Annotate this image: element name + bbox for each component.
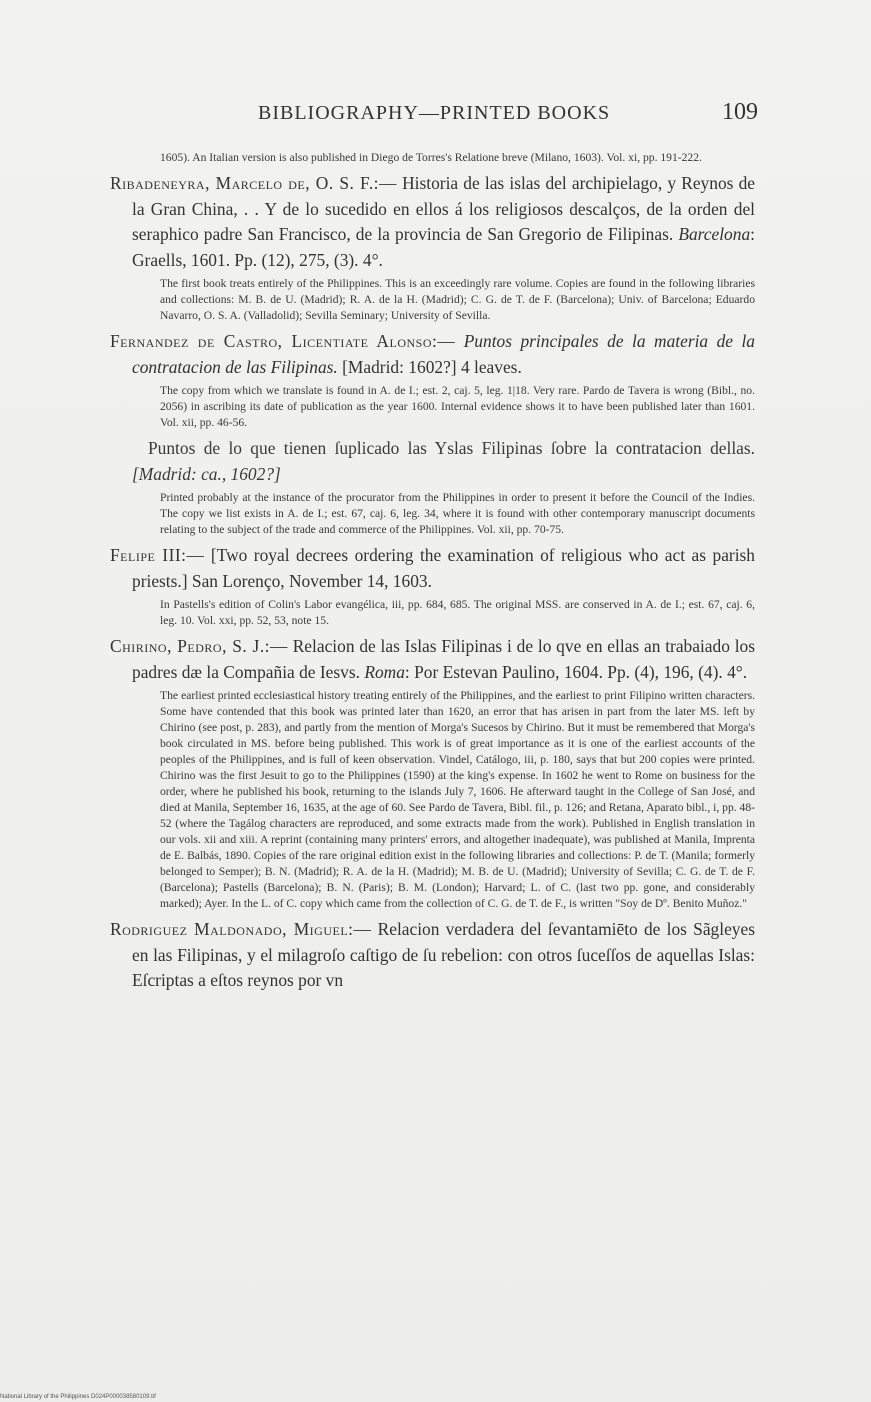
entry-author: Ribadeneyra, Marcelo de, O. S. F.:— (110, 173, 397, 193)
entry-title: Relacion de las Islas Filipinas i de lo qve en ellas an trabaiado los padres dæ la Compañia de Iesvs. (132, 636, 755, 682)
entry-title: Puntos principales de la materia de la contratacion de las Filipinas. (132, 331, 755, 377)
running-title: BIBLIOGRAPHY—PRINTED BOOKS (258, 102, 611, 124)
entry-note: The earliest printed ecclesiastical history treating entirely of the Philippines, and the earliest to print Filipino written characters. Some have contended that this book was printed later than 1620, an error that has arisen in part from the later MS. left by Chirino (see post, p. 283), and partly from the mention of Morga's Sucesos by Chirino. But it must be remembered that Morga's book circulated in MS. before being published. This work is of great importance as it is one of the earliest accounts of the peoples of the Philippines, and is full of keen observation. Vindel, Catálogo, iii, p. 180, says that but 200 copies were printed. Chirino was the first Jesuit to go to the Philippines (1590) at the king's expense. In 1602 he went to Rome on business for the order, where he published his book, returning to the islands July 7, 1606. He afterward taught in the College of San José, and died at Manila, September 16, 1635, at the age of 60. See Pardo de Tavera, Bibl. fil., p. 126; and Retana, Aparato bibl., i, pp. 48-52 (where the Tagálog characters are reproduced, and some extracts made from the work). Published in English translation in our vols. xii and xiii. A reprint (containing many printers' errors, and altogether inadequate), was published at Manila, Imprenta de E. Balbás, 1890. Copies of the rare original edition exist in the following libraries and collections: P. de T. (Manila; formerly belonged to Semper); B. N. (Madrid); R. A. de la H. (Madrid); M. B. de U. (Madrid); University of Sevilla; C. G. de T. de F. (Barcelona); Pastells (Barcelona); B. N. (Paris); B. M. (London); Harvard; L. of C. (last two pp. gone, and considerably marked); Ayer. In the L. of C. copy which came from the collection of C. G. de T. de F., is written "Soy de Dº. Benito Muñoz." (160, 689, 755, 910)
page-body (110, 150, 755, 994)
entry-imprint: San Lorenço, November 14, 1603. (191, 570, 432, 591)
bib-entry-rodriguez-maldonado (110, 917, 755, 994)
entry-author: Chirino, Pedro, S. J.:— (110, 636, 288, 656)
entry-note: The copy from which we translate is found in A. de I.; est. 2, caj. 5, leg. 1|18. Very rare. Pardo de Tavera is wrong (Bibl., no. 2056) in ascribing its date of publication as the year 1600. Internal evidence shows it to have been published later than 1601. Vol. xii, pp. 46-56. (160, 384, 755, 429)
scan-footer: National Library of the Philippines D024P000038580109.tif (0, 1394, 156, 1400)
entry-author: Rodriguez Maldonado, Miguel:— (110, 919, 372, 939)
entry-imprint: : Por Estevan Paulino, 1604. Pp. (4), 196, (4). 4°. (404, 661, 748, 682)
bib-entry-puntos (110, 436, 755, 487)
bib-entry-fernandez-de-castro (110, 329, 755, 380)
entry-note: Printed probably at the instance of the procurator from the Philippines in order to present it before the Council of the Indies. The copy we list exists in A. de I.; est. 67, caj. 6, leg. 34, where it is found with other contemporary manuscript documents relating to the subject of the trade and commerce of the Philippines. Vol. xii, pp. 70-75. (160, 491, 755, 536)
bib-entry-ribadeneyra (110, 171, 755, 273)
entry-title: Relacion verdadera del ſevantamiēto de los Sãgleyes en las Filipinas, y el milagroſo caſtigo de ſu rebelion: con otros ſuceſſos de aquellas Islas: Eſcriptas a eſtos reynos por vn (132, 919, 755, 990)
entry-note: The first book treats entirely of the Philippines. This is an exceedingly rare volume. Copies are found in the following libraries and collections: M. B. de U. (Madrid); R. A. de la H. (Madrid); C. G. de T. de F. (Barcelona); Univ. of Barcelona; Eduardo Navarro, O. S. A. (Valladolid); Sevilla Seminary; University of Sevilla. (160, 277, 755, 322)
continuation-note: 1605). An Italian version is also published in Diego de Torres's Relatione breve (Milano, 1603). Vol. xi, pp. 191-222. (160, 151, 702, 164)
entry-imprint: [Madrid: 1602?] 4 leaves. (342, 356, 522, 377)
page-number: 109 (722, 99, 758, 125)
entry-place: Roma (364, 661, 405, 682)
entry-note: In Pastells's edition of Colin's Labor evangélica, iii, pp. 684, 685. The original MSS. are conserved in A. de I.; est. 67, caj. 6, leg. 10. Vol. xxi, pp. 52, 53, note 15. (160, 598, 755, 627)
entry-title: [Two royal decrees ordering the examination of religious who act as parish priests.] (132, 545, 755, 591)
entry-imprint: : Graells, 1601. Pp. (12), 275, (3). 4°. (132, 224, 755, 270)
entry-imprint: [Madrid: ca., 1602?] (132, 463, 281, 484)
bib-entry-chirino (110, 634, 755, 685)
entry-author: Fernandez de Castro, Licentiate Alonso:— (110, 331, 456, 351)
running-header (258, 99, 758, 132)
entry-author: Felipe III:— (110, 545, 205, 565)
bib-entry-felipe-iii (110, 543, 755, 594)
entry-place: Barcelona (678, 224, 751, 244)
entry-title: Historia de las islas del archipielago, y Reynos de la Gran China, . . Y de lo sucedido en ellos á los religiosos descalços, de la orden del seraphico padre San Francisco, de la provincia de San Gregorio de Filipinas. (132, 173, 755, 244)
entry-title: Puntos de lo que tienen ſuplicado las Yslas Filipinas ſobre la contratacion dellas. (148, 438, 755, 458)
